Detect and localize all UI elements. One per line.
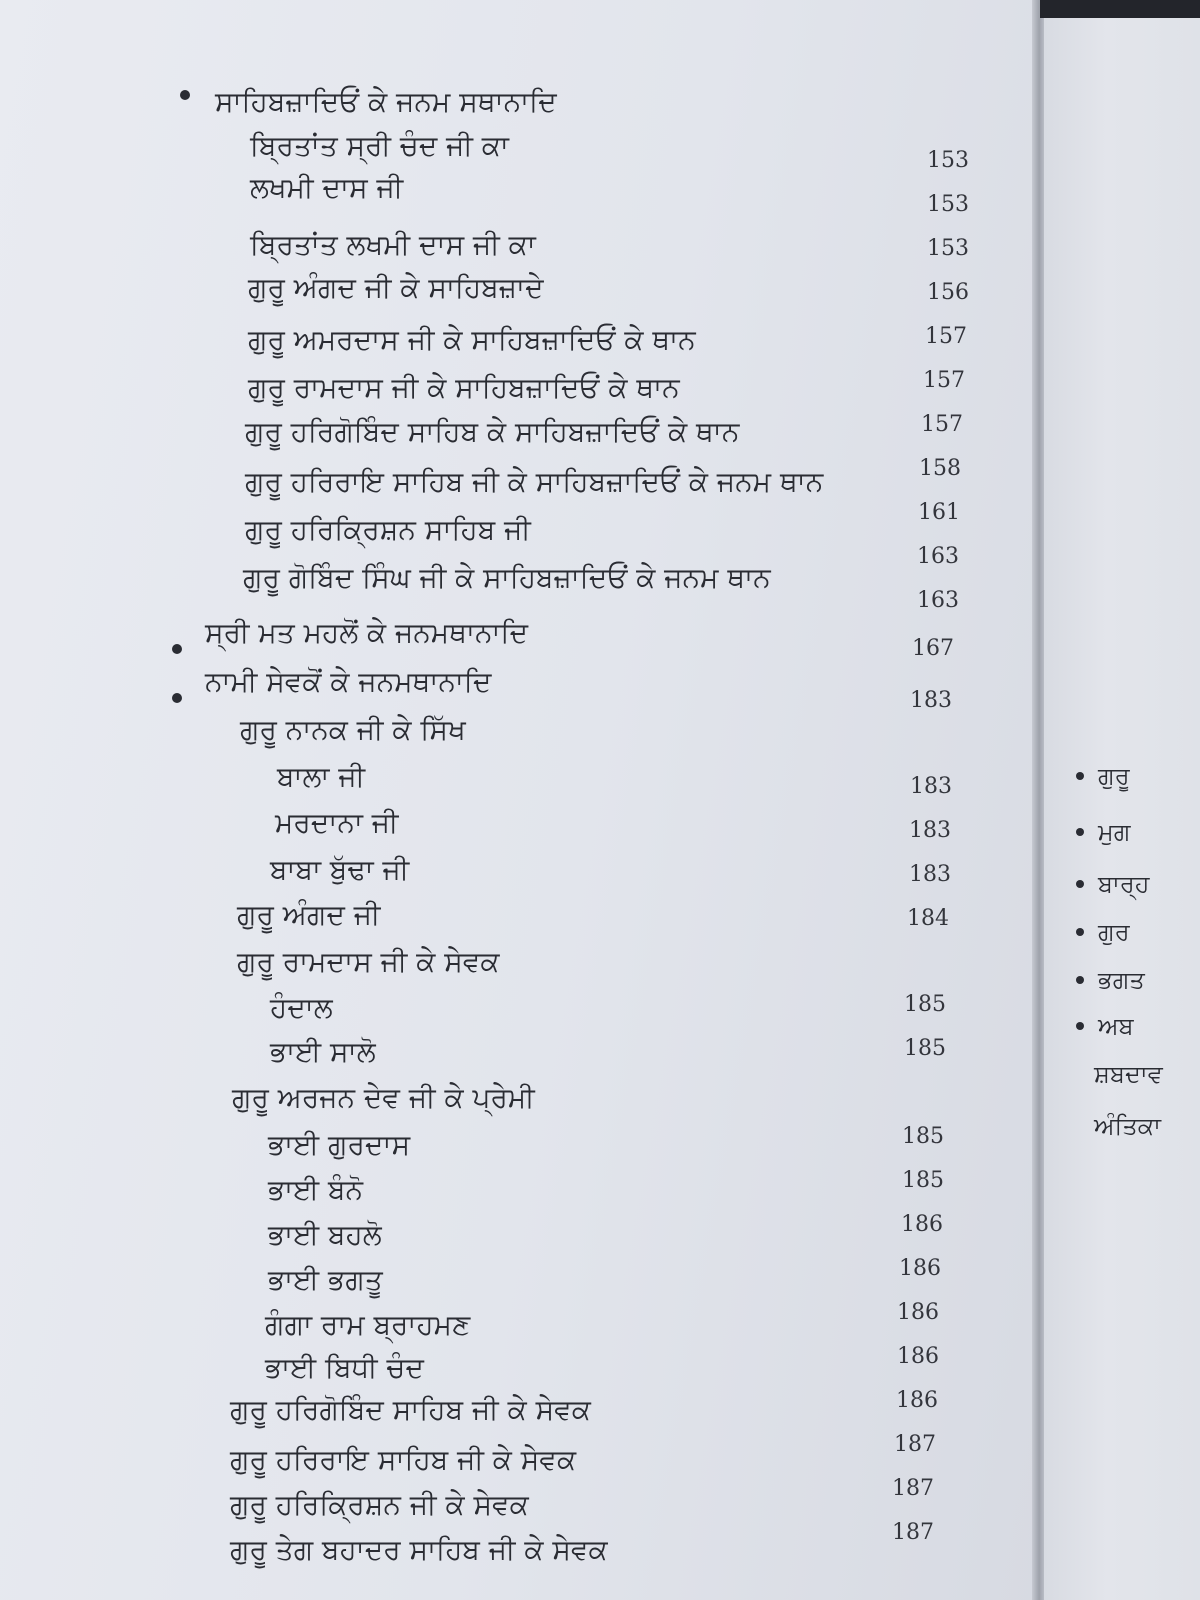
toc-entry-title: ਗੁਰੂ ਅਮਰਦਾਸ ਜੀ ਕੇ ਸਾਹਿਬਜ਼ਾਦਿਓਂ ਕੇ ਥਾਨ — [248, 323, 696, 356]
toc-entry-title: ਮਰਦਾਨਾ ਜੀ — [275, 806, 399, 839]
bullet-icon — [1076, 976, 1084, 984]
toc-page-number: 183 — [909, 862, 951, 887]
toc-page-number: 163 — [917, 544, 959, 569]
bullet-icon — [172, 644, 182, 654]
toc-page-number: 183 — [909, 818, 951, 843]
toc-page-number: 163 — [917, 588, 959, 613]
toc-page-number: 185 — [902, 1124, 944, 1149]
toc-entry-title: ਗੁਰੂ ਰਾਮਦਾਸ ਜੀ ਕੇ ਸੇਵਕ — [237, 945, 500, 978]
toc-entry-title: ਗੰਗਾ ਰਾਮ ਬ੍ਰਾਹਮਣ — [265, 1308, 471, 1341]
toc-page-number: 183 — [910, 688, 952, 713]
right-page-entry — [1076, 818, 1131, 846]
bullet-icon — [180, 90, 190, 100]
toc-section-title: ਸ੍ਰੀ ਮਤ ਮਹਲੋਂ ਕੇ ਜਨਮਥਾਨਾਦਿ — [205, 616, 529, 649]
right-page-entry-text: ਗੁਰੂ — [1098, 762, 1130, 790]
toc-entry-title: ਗੁਰੂ ਅਰਜਨ ਦੇਵ ਜੀ ਕੇ ਪ੍ਰੇਮੀ — [232, 1081, 535, 1114]
toc-entry-title: ਬਾਬਾ ਬੁੱਢਾ ਜੀ — [270, 853, 410, 886]
toc-page-number: 186 — [901, 1212, 943, 1237]
toc-entry-title: ਗੁਰੂ ਨਾਨਕ ਜੀ ਕੇ ਸਿੱਖ — [240, 713, 466, 746]
toc-page-number: 185 — [904, 1036, 946, 1061]
right-page-entry-text: ਮੁਗ — [1098, 818, 1131, 846]
toc-entry-title: ਬ੍ਰਿਤਾਂਤ ਲਖਮੀ ਦਾਸ ਜੀ ਕਾ — [250, 228, 536, 261]
toc-entry-title: ਗੁਰੂ ਹਰਿਗੋਬਿੰਦ ਸਾਹਿਬ ਜੀ ਕੇ ਸੇਵਕ — [230, 1393, 591, 1426]
toc-section-title: ਨਾਮੀ ਸੇਵਕੋਂ ਕੇ ਜਨਮਥਾਨਾਦਿ — [205, 665, 492, 698]
right-page-entry — [1094, 1112, 1161, 1140]
toc-page-number: 186 — [897, 1300, 939, 1325]
toc-page-number: 157 — [925, 324, 967, 349]
toc-page-number: 187 — [894, 1432, 936, 1457]
bullet-icon — [1076, 880, 1084, 888]
toc-page-number: 153 — [927, 236, 969, 261]
bullet-icon — [1076, 772, 1084, 780]
toc-page-number: 158 — [919, 456, 961, 481]
toc-entry-title: ਗੁਰੂ ਅੰਗਦ ਜੀ — [237, 898, 381, 931]
toc-page-number: 184 — [907, 906, 949, 931]
toc-entry-title: ਲਖਮੀ ਦਾਸ ਜੀ — [250, 171, 404, 204]
toc-page-number: 186 — [896, 1388, 938, 1413]
right-page-entry — [1076, 966, 1145, 994]
right-page-entry-text: ਭਗਤ — [1098, 966, 1145, 994]
toc-entry-title: ਭਾਈ ਬਹਲੋ — [268, 1218, 382, 1251]
toc-entry-title: ਭਾਈ ਬੰਨੋ — [268, 1173, 364, 1206]
toc-entry-title: ਗੁਰੂ ਹਰਿਕ੍ਰਿਸ਼ਨ ਸਾਹਿਬ ਜੀ — [245, 513, 531, 546]
toc-page-number: 156 — [927, 280, 969, 305]
toc-page-number: 157 — [923, 368, 965, 393]
toc-entry-title: ਭਾਈ ਸਾਲੋ — [270, 1035, 376, 1068]
toc-entry-title: ਗੁਰੂ ਰਾਮਦਾਸ ਜੀ ਕੇ ਸਾਹਿਬਜ਼ਾਦਿਓਂ ਕੇ ਥਾਨ — [248, 371, 680, 404]
toc-entry-title: ਗੁਰੂ ਹਰਿਕ੍ਰਿਸ਼ਨ ਜੀ ਕੇ ਸੇਵਕ — [230, 1488, 529, 1521]
right-page-entry — [1076, 762, 1130, 790]
bullet-icon — [1076, 1022, 1084, 1030]
toc-entry-title: ਭਾਈ ਗੁਰਦਾਸ — [268, 1128, 411, 1161]
book-gutter — [1032, 0, 1044, 1600]
right-page-entry-text: ਬਾਰ੍ਹ — [1098, 870, 1150, 898]
bullet-icon — [172, 693, 182, 703]
right-page-entry — [1076, 870, 1149, 898]
toc-entry-title: ਗੁਰੂ ਹਰਿਗੋਬਿੰਦ ਸਾਹਿਬ ਕੇ ਸਾਹਿਬਜ਼ਾਦਿਓਂ ਕੇ ਥਾਨ — [245, 415, 740, 448]
toc-page-number: 153 — [927, 148, 969, 173]
toc-entry-title: ਗੁਰੂ ਤੇਗ ਬਹਾਦਰ ਸਾਹਿਬ ਜੀ ਕੇ ਸੇਵਕ — [230, 1533, 608, 1566]
bullet-icon — [1076, 928, 1084, 936]
toc-page-number: 167 — [912, 636, 954, 661]
right-page — [1044, 0, 1200, 1600]
toc-entry-title: ਭਾਈ ਭਗਤੂ — [268, 1263, 383, 1296]
toc-page-number: 186 — [899, 1256, 941, 1281]
toc-entry-title: ਬਾਲਾ ਜੀ — [277, 760, 366, 793]
toc-page-number: 187 — [892, 1520, 934, 1545]
right-page-entry-text: ਅਬ — [1098, 1012, 1134, 1040]
toc-entry-title: ਭਾਈ ਬਿਧੀ ਚੰਦ — [265, 1351, 424, 1384]
toc-page-number: 153 — [927, 192, 969, 217]
right-page-entry — [1076, 1012, 1134, 1040]
toc-entry-title: ਗੁਰੂ ਹਰਿਰਾਇ ਸਾਹਿਬ ਜੀ ਕੇ ਸੇਵਕ — [230, 1443, 577, 1476]
right-page-entry-text: ਗੁਰ — [1098, 918, 1130, 946]
toc-page-number: 185 — [904, 992, 946, 1017]
toc-entry-title: ਗੁਰੂ ਹਰਿਰਾਇ ਸਾਹਿਬ ਜੀ ਕੇ ਸਾਹਿਬਜ਼ਾਦਿਓਂ ਕੇ ਜਨਮ ਥਾਨ — [245, 465, 824, 498]
right-page-entry — [1076, 918, 1130, 946]
toc-page-number: 186 — [897, 1344, 939, 1369]
right-page-entry — [1094, 1060, 1163, 1088]
bullet-icon — [1076, 828, 1084, 836]
toc-page-number: 185 — [902, 1168, 944, 1193]
toc-entry-title: ਹੰਦਾਲ — [270, 991, 333, 1024]
right-page-entry-text: ਅੰਤਿਕਾ — [1094, 1112, 1161, 1140]
toc-entry-title: ਗੁਰੂ ਅੰਗਦ ਜੀ ਕੇ ਸਾਹਿਬਜ਼ਾਦੇ — [248, 271, 544, 304]
toc-entry-title: ਗੁਰੂ ਗੋਬਿੰਦ ਸਿੰਘ ਜੀ ਕੇ ਸਾਹਿਬਜ਼ਾਦਿਓਂ ਕੇ ਜਨਮ ਥਾਨ — [243, 561, 771, 594]
right-page-entry-text: ਸ਼ਬਦਾਵ — [1094, 1060, 1163, 1088]
toc-page-number: 183 — [910, 774, 952, 799]
background-edge — [1040, 0, 1200, 18]
toc-section-title: ਸਾਹਿਬਜ਼ਾਦਿਓਂ ਕੇ ਜਨਮ ਸਥਾਨਾਦਿ — [215, 85, 557, 118]
toc-page-number: 187 — [892, 1476, 934, 1501]
toc-page-number: 157 — [921, 412, 963, 437]
toc-page-number: 161 — [918, 500, 960, 525]
toc-entry-title: ਬ੍ਰਿਤਾਂਤ ਸ੍ਰੀ ਚੰਦ ਜੀ ਕਾ — [250, 129, 509, 162]
